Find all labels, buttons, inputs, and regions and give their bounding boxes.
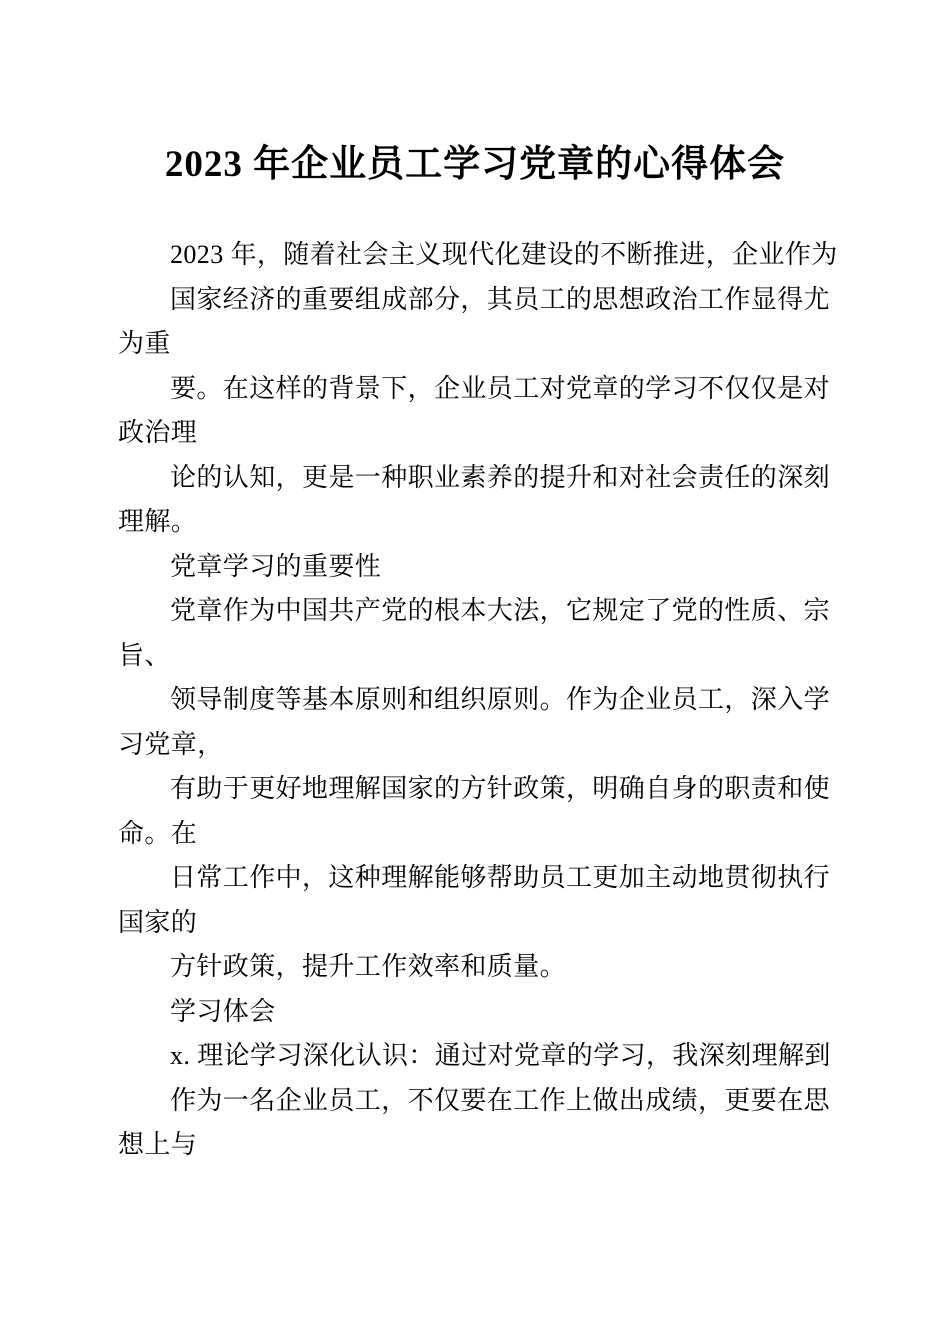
document-line: 领导制度等基本原则和组织原则。作为企业员工，深入学	[170, 685, 831, 714]
document-line: x. 理论学习深化认识：通过对党章的学习，我深刻理解到	[170, 1041, 831, 1070]
document-line: 日常工作中，这种理解能够帮助员工更加主动地贯彻执行	[170, 863, 831, 892]
document-line: 国家的	[118, 907, 198, 937]
document-line: 党章作为中国共产党的根本大法，它规定了党的性质、宗	[170, 596, 831, 625]
document-line: 要。在这样的背景下，企业员工对党章的学习不仅仅是对	[170, 373, 831, 403]
document-line: 2023 年，随着社会主义现代化建设的不断推进，企业作为	[170, 240, 838, 269]
document-line: 国家经济的重要组成部分，其员工的思想政治工作显得尤	[170, 284, 831, 314]
document-line: 学习体会	[170, 996, 276, 1026]
document-line: 理解。	[118, 507, 198, 536]
document-line: 论的认知，更是一种职业素养的提升和对社会责任的深刻	[170, 462, 831, 492]
document-line: 作为一名企业员工，不仅要在工作上做出成绩，更要在思	[170, 1085, 831, 1115]
document-body	[118, 233, 840, 1168]
document-line: 旨、	[118, 640, 171, 670]
document-line: 方针政策，提升工作效率和质量。	[170, 952, 567, 981]
document-line: 为重	[118, 329, 171, 358]
document-line: 命。在	[118, 818, 198, 848]
document-line: 党章学习的重要性	[170, 551, 382, 581]
document-line: 有助于更好地理解国家的方针政策，明确自身的职责和使	[170, 774, 831, 803]
document-line: 想上与	[118, 1130, 198, 1159]
document-title: 2023 年企业员工学习党章的心得体会	[164, 144, 786, 185]
document-line: 习党章，	[118, 729, 224, 759]
document-line: 政治理	[118, 418, 198, 447]
